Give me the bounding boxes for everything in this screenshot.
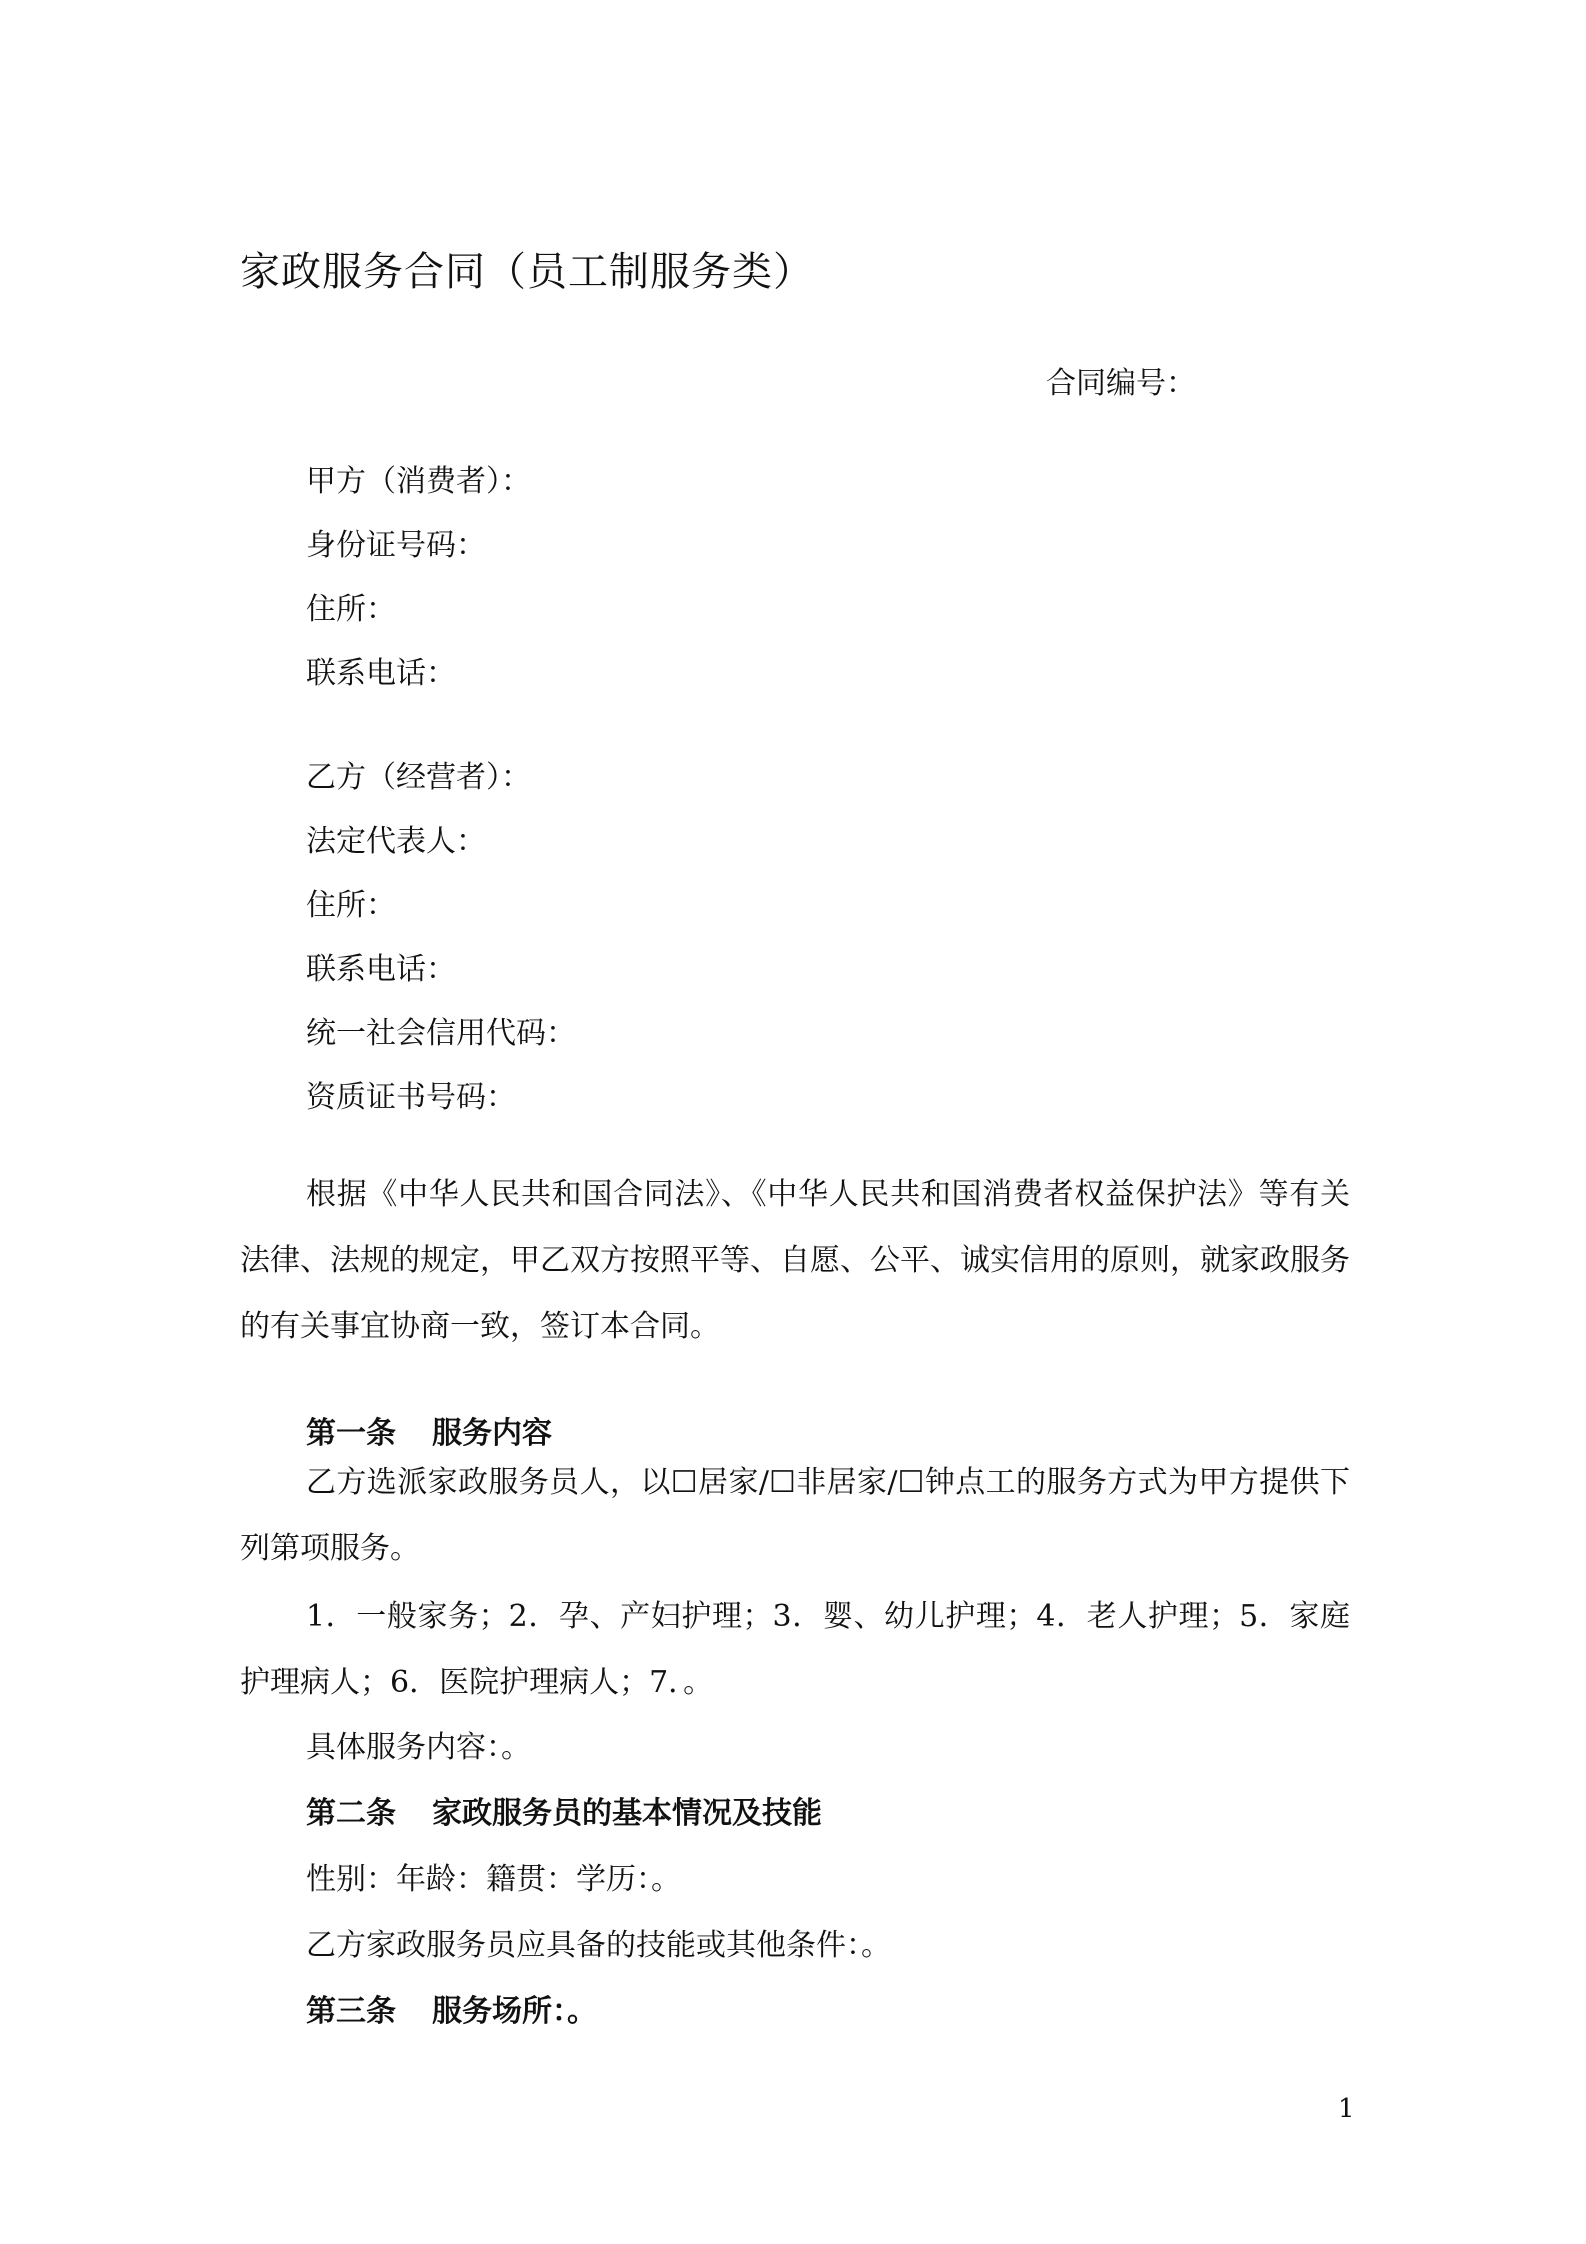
party-b-name-field: 乙方（经营者）： [306,760,531,795]
party-b-certificate-field: 资质证书号码： [306,1080,516,1115]
party-b-block [306,746,576,1130]
article-2-info: 性别：年龄：籍贯：学历：。 [306,1862,681,1897]
party-a-name-field: 甲方（消费者）： [306,464,531,499]
article-1-number: 第一条 [306,1416,396,1451]
party-b-address-field: 住所： [306,888,396,923]
article-2-skills: 乙方家政服务员应具备的技能或其他条件：。 [306,1928,891,1963]
document-title: 家政服务合同（员工制服务类） [240,249,814,295]
intro-paragraph: 根据《中华人民共和国合同法》、《中华人民共和国消费者权益保护法》等有关法律、法规的规定，甲乙双方按照平等、自愿、公平、诚实信用的原则，就家政服务的有关事宜协商一致，签订本合同。 [240,1177,1350,1344]
article-1-service-paragraph: 乙方选派家政服务员人，以☐居家/☐非居家/☐钟点工的服务方式为甲方提供下列第项服务。 [240,1465,1350,1566]
party-b-phone-field: 联系电话： [306,952,456,987]
article-2-heading [306,1788,822,1832]
party-b-representative-field: 法定代表人： [306,824,486,859]
article-1-heading [306,1408,552,1452]
article-1-items-paragraph: 1．一般家务；2．孕、产妇护理；3．婴、幼儿护理；4．老人护理；5．家庭护理病人；6．医院护理病人；7．。 [240,1599,1350,1700]
party-a-block [306,450,531,706]
party-a-id-field: 身份证号码： [306,528,486,563]
party-a-address-field: 住所： [306,592,396,627]
article-3-name: 服务场所：。 [432,1994,597,2029]
page-number: 1 [1338,2094,1355,2124]
party-a-phone-field: 联系电话： [306,656,456,691]
article-1-name: 服务内容 [432,1416,552,1451]
article-1-detail: 具体服务内容：。 [306,1730,531,1765]
article-2-name: 家政服务员的基本情况及技能 [432,1796,822,1831]
article-3-heading [306,1986,597,2030]
article-3-number: 第三条 [306,1994,396,2029]
contract-number-label: 合同编号： [1046,366,1196,401]
article-2-number: 第二条 [306,1796,396,1831]
party-b-credit-code-field: 统一社会信用代码： [306,1016,576,1051]
